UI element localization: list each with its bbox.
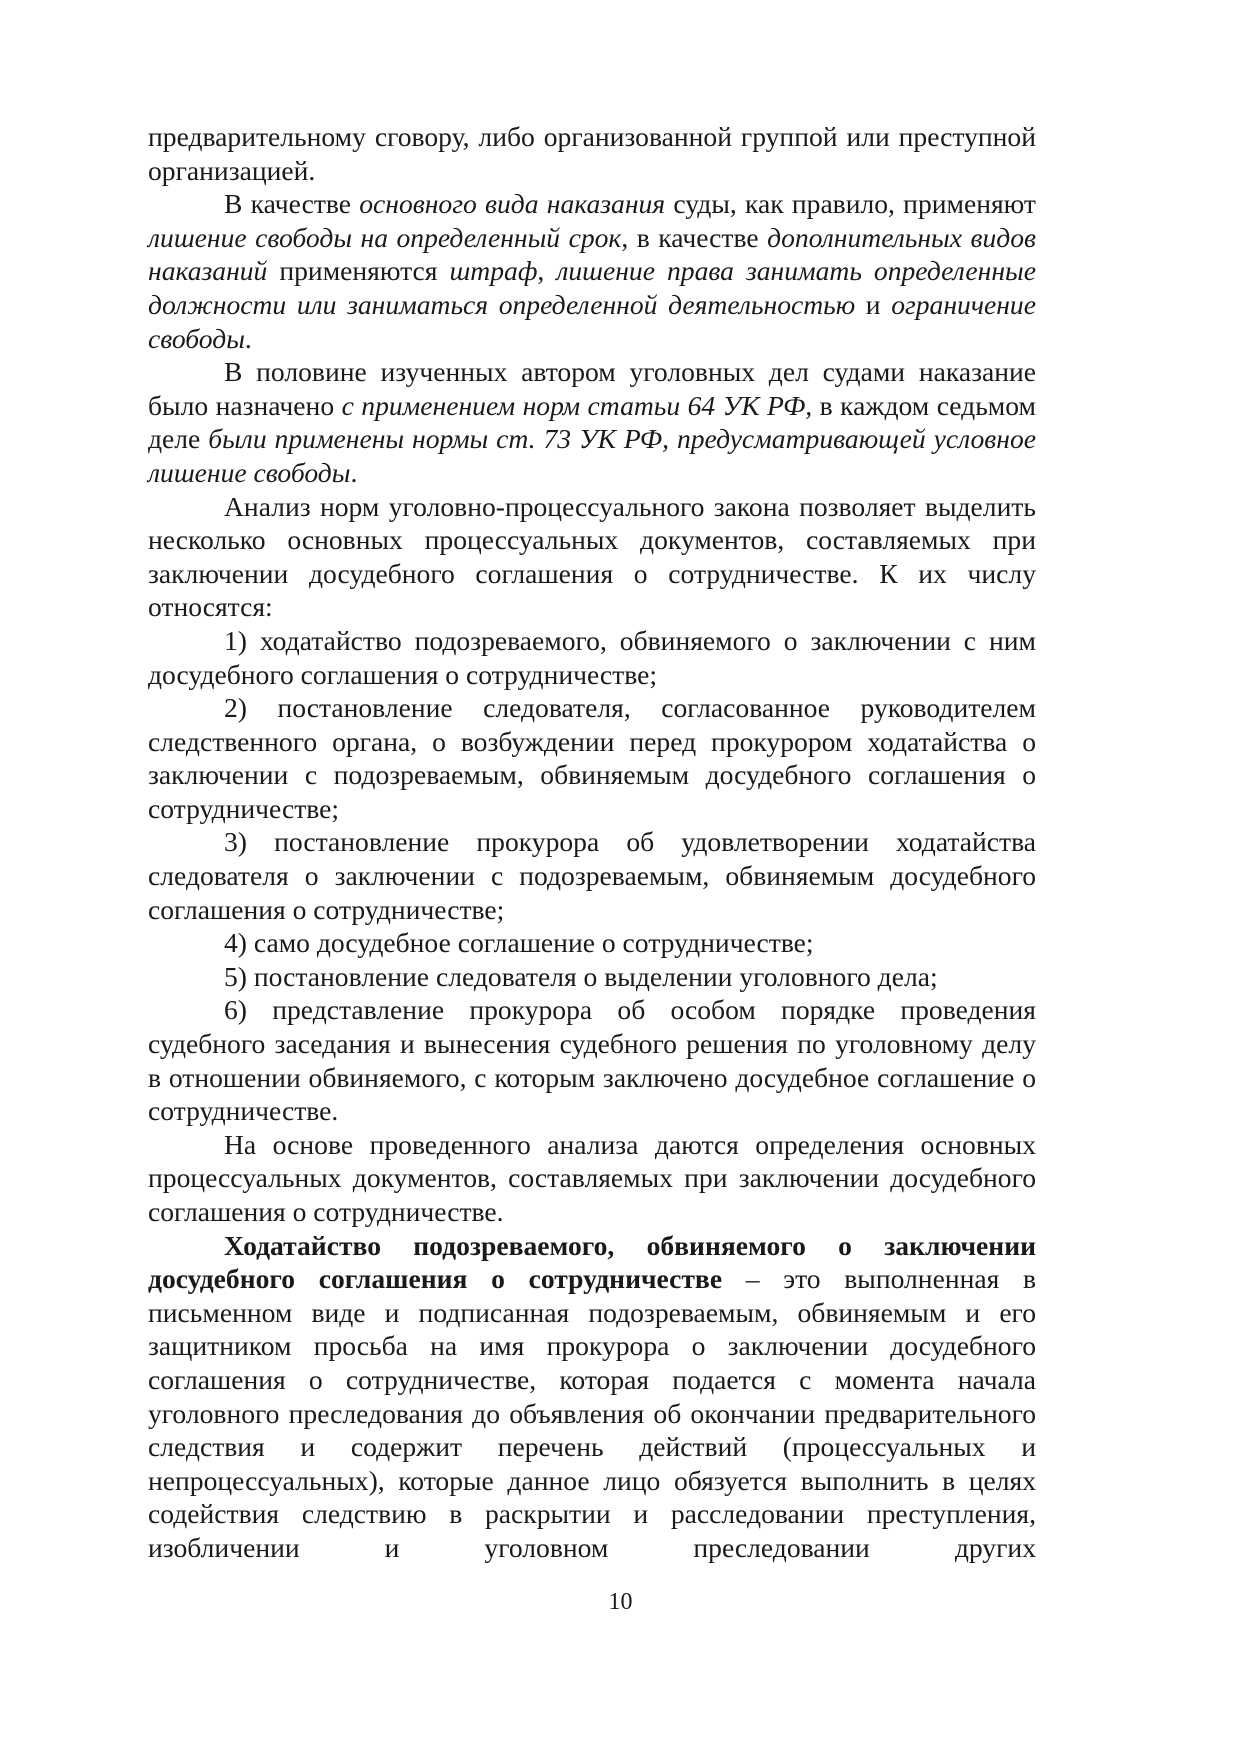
list-item: 1) ходатайство подозреваемого, обвиняемого о заключении с ним досудебного соглашения о сотрудничестве;: [148, 624, 1036, 690]
paragraph-definition-petition: [148, 1229, 1036, 1565]
text-run: В качестве: [224, 188, 360, 220]
list-item: 2) постановление следователя, согласованное руководителем следственного органа, о возбуждении перед прокурором ходатайства о заключении с подозреваемым, обвиняемым досудебного соглашения о сотрудничестве;: [148, 692, 1036, 824]
text-run: , в качестве: [621, 221, 768, 253]
paragraph-definitions-intro: На основе проведенного анализа даются определения основных процессуальных документов, составляемых при заключении досудебного соглашения о сотрудничестве.: [148, 1128, 1036, 1227]
italic-run: основного вида наказания: [359, 188, 666, 220]
italic-run: лишение свободы на определенный срок: [148, 221, 622, 253]
text-run: В половине изученных автором уголовных дел судами наказание было назначено: [148, 356, 1036, 421]
text-run: .: [244, 322, 252, 354]
bold-term: Ходатайство подозреваемого, обвиняемого о заключении досудебного соглашения о сотрудничестве: [148, 1229, 1036, 1295]
paragraph-punishment-types: [148, 187, 1036, 355]
list-item: 6) представление прокурора об особом порядке проведения судебного заседания и вынесения судебного решения по уголовному делу в отношении обвиняемого, с которым заключено досудебное соглашение о сотрудничестве.: [148, 994, 1036, 1127]
page-number: 10: [608, 1589, 633, 1615]
paragraph-court-statistics: [148, 355, 1036, 489]
italic-run: штраф: [449, 255, 538, 287]
italic-run: были применены нормы ст. 73 УК РФ, предусматривающей условное лишение свободы: [148, 423, 1037, 488]
document-page: [148, 120, 1036, 1565]
text-run: – это выполненная в письменном виде и подписанная подозреваемым, обвиняемым и его защитником просьба на имя прокурора о заключении досудебного соглашения о сотрудничестве, которая подается с момента начала уголовного преследования до объявления об окончании предварительного следствия и содержит перечень действий (процессуальных и непроцессуальных), которые данное лицо обязуется выполнить в целях содействия следствию в раскрытии и расследовании преступления, изобличении и уголовном преследовании других: [148, 1263, 1037, 1563]
text-run: ,: [537, 255, 557, 287]
italic-run: лишение права занимать определенные должности или заниматься определенной деятельностью: [148, 255, 1036, 320]
paragraph-analysis-intro: Анализ норм уголовно-процессуального закона позволяет выделить несколько основных процессуальных документов, составляемых при заключении досудебного соглашения о сотрудничестве. К их числу относятся:: [148, 490, 1036, 623]
text-run: и: [855, 288, 892, 320]
paragraph-continuation: предварительному сговору, либо организованной группой или преступной организацией.: [148, 121, 1036, 186]
list-item: 5) постановление следователя о выделении уголовного дела;: [224, 960, 938, 992]
list-item: 4) само досудебное соглашение о сотрудничестве;: [224, 927, 814, 959]
text-run: суды, как правило, применяют: [665, 188, 1036, 220]
italic-run: ограничение свободы: [148, 288, 1036, 354]
list-item: 3) постановление прокурора об удовлетворении ходатайства следователя о заключении с подозреваемым, обвиняемым досудебного соглашения о сотрудничестве;: [148, 826, 1036, 925]
text-run: .: [350, 456, 358, 488]
italic-run: дополнительных видов наказаний: [148, 221, 1036, 287]
italic-run: с применением норм статьи 64 УК РФ,: [341, 389, 813, 421]
text-run: в каждом седьмом деле: [148, 389, 1036, 455]
text-run: применяются: [267, 255, 450, 287]
